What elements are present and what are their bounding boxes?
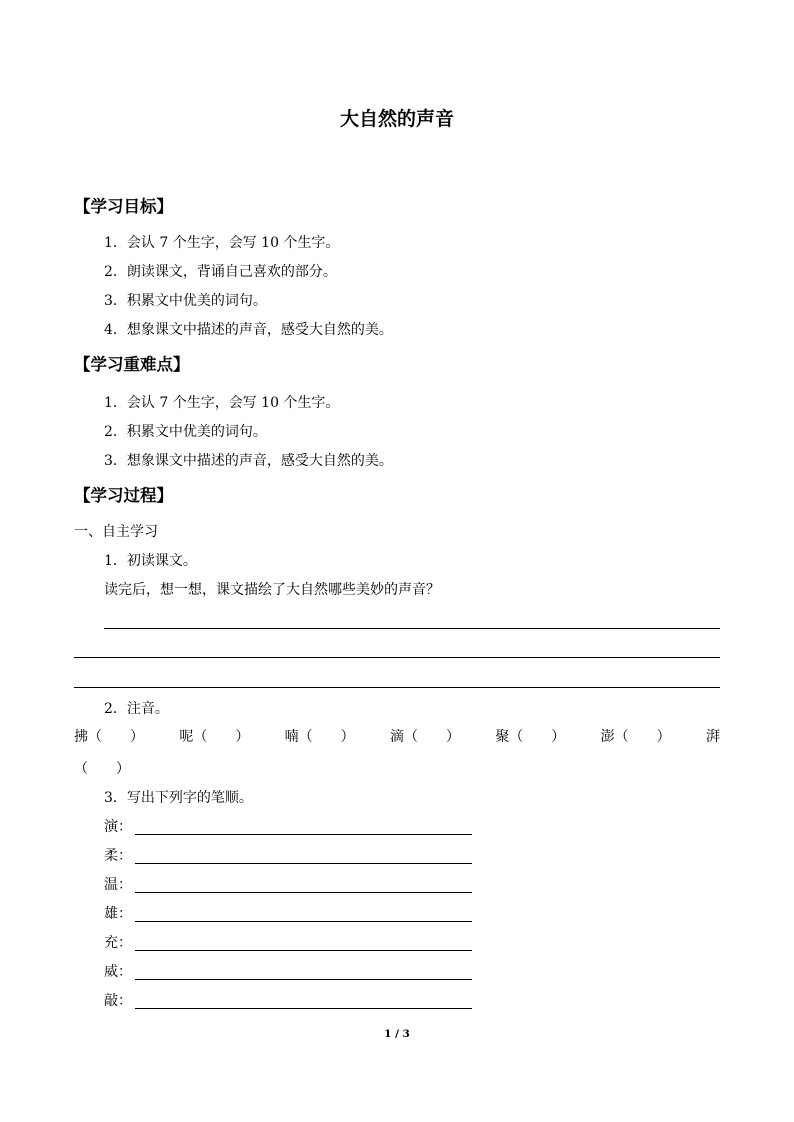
stroke-answer-line[interactable] [135, 950, 472, 951]
section-heading-goals: 【学习目标】 [74, 197, 173, 216]
pinyin-item[interactable]: 喃（ ） [284, 729, 355, 745]
pinyin-item[interactable]: 拂（ ） [74, 729, 144, 745]
keypoint-item: 3．想象课文中描述的声音，感受大自然的美。 [104, 453, 393, 469]
stroke-char-label: 演： [104, 819, 132, 835]
stroke-char-label: 充： [104, 935, 132, 951]
stroke-char-label: 威： [104, 964, 132, 980]
goal-item: 1．会认 7 个生字，会写 10 个生字。 [104, 235, 340, 251]
stroke-answer-line[interactable] [135, 863, 472, 864]
section-heading-keypoints: 【学习重难点】 [74, 355, 190, 374]
stroke-answer-line[interactable] [135, 892, 472, 893]
pinyin-item[interactable]: 滴（ ） [389, 729, 460, 745]
section-heading-process: 【学习过程】 [74, 486, 173, 505]
answer-line[interactable] [104, 628, 720, 629]
pinyin-item[interactable]: 澎（ ） [600, 729, 671, 745]
stroke-answer-line[interactable] [135, 1008, 472, 1009]
goal-item: 3．积累文中优美的词句。 [104, 293, 267, 309]
stroke-char-label: 柔： [104, 848, 132, 864]
pinyin-item: 湃 [705, 729, 720, 745]
stroke-answer-line[interactable] [135, 834, 472, 835]
page-number: 1 / 3 [384, 1028, 410, 1040]
keypoint-item: 2．积累文中优美的词句。 [104, 424, 267, 440]
goal-item: 2．朗读课文，背诵自己喜欢的部分。 [104, 264, 337, 280]
part-title: 一、自主学习 [74, 524, 158, 540]
pinyin-overflow[interactable]: （ ） [74, 761, 130, 777]
stroke-answer-line[interactable] [135, 979, 472, 980]
task1-question: 读完后，想一想，课文描绘了大自然哪些美妙的声音？ [104, 582, 440, 598]
stroke-char-label: 温： [104, 877, 132, 893]
page-title: 大自然的声音 [339, 108, 454, 130]
keypoint-item: 1．会认 7 个生字，会写 10 个生字。 [104, 395, 340, 411]
stroke-char-label: 雄： [104, 906, 132, 922]
task2-title: 2．注音。 [104, 701, 169, 717]
stroke-char-label: 敲： [104, 993, 132, 1009]
pinyin-row [74, 728, 720, 746]
goal-item: 4．想象课文中描述的声音，感受大自然的美。 [104, 322, 393, 338]
answer-line[interactable] [74, 657, 720, 658]
task3-title: 3．写出下列字的笔顺。 [104, 790, 253, 806]
pinyin-item[interactable]: 呢（ ） [179, 729, 250, 745]
answer-line[interactable] [74, 687, 720, 688]
pinyin-item[interactable]: 聚（ ） [495, 729, 566, 745]
task1-title: 1．初读课文。 [104, 553, 197, 569]
stroke-answer-line[interactable] [135, 921, 472, 922]
